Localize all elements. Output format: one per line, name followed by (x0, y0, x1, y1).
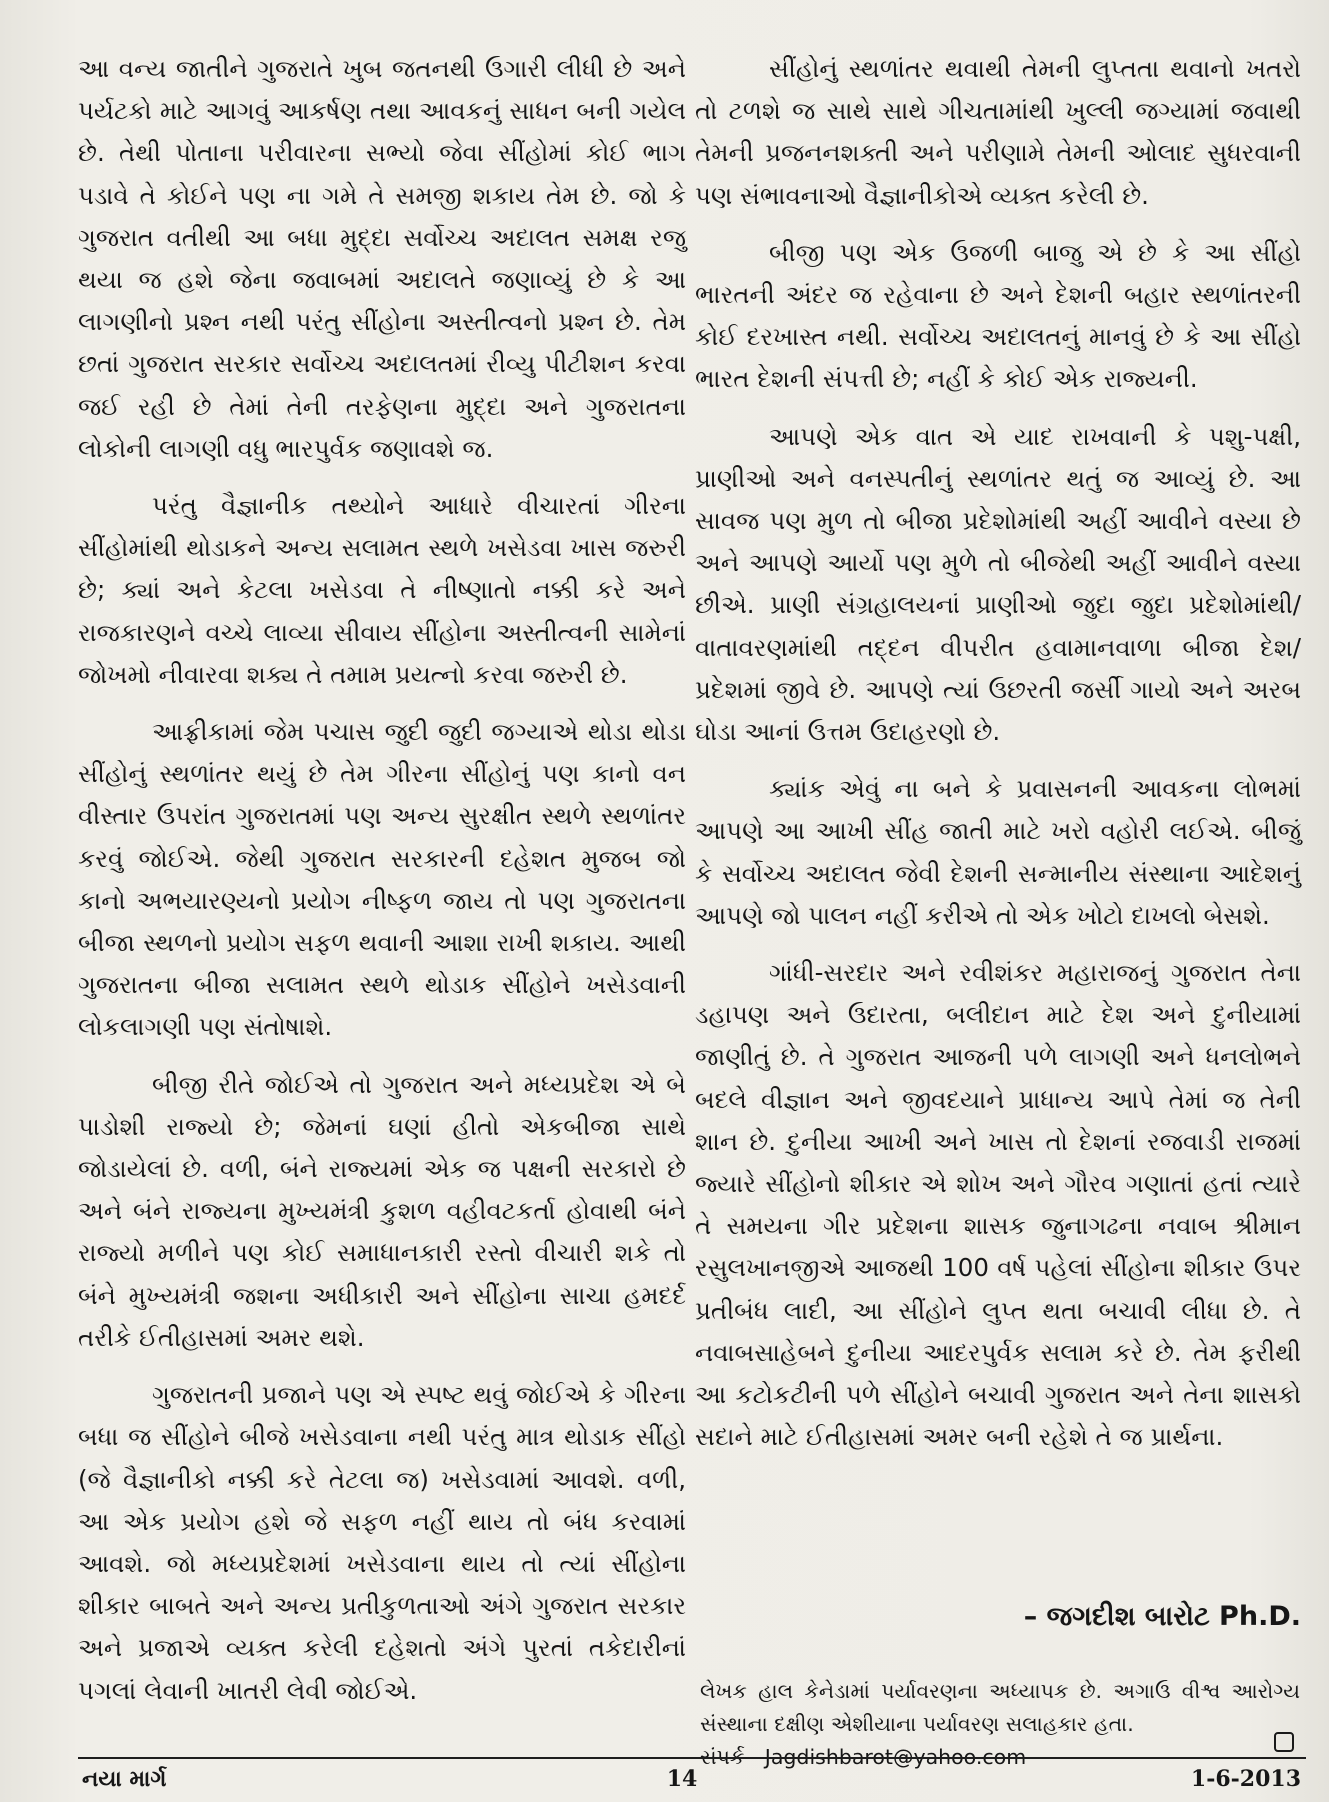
paragraph: આપણે એક વાત એ યાદ રાખવાની કે પશુ-પક્ષી, પ્રાણીઓ અને વનસ્પતીનું સ્થળાંતર થતું જ આવ્યું છે. આ સાવજ પણ મુળ તો બીજા પ્રદેશોમાંથી અહીં આવીને વસ્યા છે અને આપણે આર્યો પણ મુળે તો બીજેથી અહીં આવીને વસ્યા છીએ. પ્રાણી સંગ્રહાલયનાં પ્રાણીઓ જુદા જુદા પ્રદેશોમાંથી/વાતાવરણમાંથી તદ્દન વીપરીત હવામાનવાળા બીજા દેશ/પ્રદેશમાં જીવે છે. આપણે ત્યાં ઉછરતી જર્સી ગાયો અને અરબ ઘોડા આનાં ઉત્તમ ઉદાહરણો છે. (695, 421, 1301, 747)
author-signature: – જગદીશ બારોટ Ph.D. (1023, 1601, 1301, 1632)
publication-name: નયા માર્ગ (82, 1766, 167, 1792)
author-note (700, 1675, 1300, 1774)
paragraph: આ વન્ય જાતીને ગુજરાતે ખુબ જતનથી ઉગારી લીધી છે અને પર્યટકો માટે આગવું આકર્ષણ તથા આવકનું સાધન બની ગયેલ છે. તેથી પોતાના પરીવારના સભ્યો જેવા સીંહોમાં કોઈ ભાગ પડાવે તે કોઈને પણ ના ગમે તે સમજી શકાય તેમ છે. જો કે ગુજરાત વતીથી આ બધા મુદ્દા સર્વોચ્ચ અદાલત સમક્ષ રજુ થયા જ હશે જેના જવાબમાં અદાલતે જણાવ્યું છે કે આ લાગણીનો પ્રશ્ન નથી પરંતુ સીંહોના અસ્તીત્વનો પ્રશ્ન છે. તેમ છતાં ગુજરાત સરકાર સર્વોચ્ચ અદાલતમાં રીવ્યુ પીટીશન કરવા જઈ રહી છે તેમાં તેની તરફેણના મુદ્દા અને ગુજરાતના લોકોની લાગણી વધુ ભારપુર્વક જણાવશે જ. (78, 54, 686, 463)
paragraph: આફ્રીકામાં જેમ પચાસ જુદી જુદી જગ્યાએ થોડા થોડા સીંહોનું સ્થળાંતર થયું છે તેમ ગીરના સીંહોનું પણ કાનો વન વીસ્તાર ઉપરાંત ગુજરાતમાં પણ અન્ય સુરક્ષીત સ્થળે સ્થળાંતર કરવું જોઈએ. જેથી ગુજરાત સરકારની દહેશત મુજબ જો કાનો અભયારણ્યનો પ્રયોગ નીષ્ફળ જાય તો પણ ગુજરાતના બીજા સ્થળનો પ્રયોગ સફળ થવાની આશા રાખી શકાય. આથી ગુજરાતના બીજા સલામત સ્થળે થોડાક સીંહોને ખસેડવાની લોકલાગણી પણ સંતોષાશે. (78, 717, 686, 1042)
paragraph: બીજી પણ એક ઉજળી બાજુ એ છે કે આ સીંહો ભારતની અંદર જ રહેવાના છે અને દેશની બહાર સ્થળાંતરની કોઈ દરખાસ્ત નથી. સર્વોચ્ચ અદાલતનું માનવું છે કે આ સીંહો ભારત દેશની સંપત્તી છે; નહીં કે કોઈ એક રાજ્યની. (695, 237, 1301, 394)
author-contact: સંપર્ક - Jagdishbarot@yahoo.com (700, 1745, 1027, 1769)
paragraph: સીંહોનું સ્થળાંતર થવાથી તેમની લુપ્તતા થવાનો ખતરો તો ટળશે જ સાથે સાથે ગીચતામાંથી ખુલ્લી જગ્યામાં જવાથી તેમની પ્રજનનશક્તી અને પરીણામે તેમની ઓલાદ સુધરવાની પણ સંભાવનાઓ વૈજ્ઞાનીકોએ વ્યક્ત કરેલી છે. (695, 54, 1301, 210)
article-right-column (695, 48, 1301, 1459)
paragraph: ક્યાંક એવું ના બને કે પ્રવાસનની આવકના લોભમાં આપણે આ આખી સીંહ જાતી માટે ખરો વહોરી લઈએ. બીજું કે સર્વોચ્ચ અદાલત જેવી દેશની સન્માનીય સંસ્થાના આદેશનું આપણે જો પાલન નહીં કરીએ તો એક ખોટો દાખલો બેસશે. (695, 774, 1301, 930)
footer-divider (78, 1757, 1306, 1759)
paragraph: બીજી રીતે જોઈએ તો ગુજરાત અને મધ્યપ્રદેશ એ બે પાડોશી રાજ્યો છે; જેમનાં ઘણાં હીતો એકબીજા સાથે જોડાયેલાં છે. વળી, બંને રાજ્યમાં એક જ પક્ષની સરકારો છે અને બંને રાજ્યના મુખ્યમંત્રી કુશળ વહીવટકર્તા હોવાથી બંને રાજ્યો મળીને પણ કોઈ સમાધાનકારી રસ્તો વીચારી શકે તો બંને મુખ્યમંત્રી જશના અધીકારી અને સીંહોના સાચા હમદર્દ તરીકે ઈતીહાસમાં અમર થશે. (78, 1069, 686, 1352)
end-of-article-square-icon (1274, 1732, 1294, 1752)
article-left-column (78, 48, 686, 1712)
paragraph: ગાંધી-સરદાર અને રવીશંકર મહારાજનું ગુજરાત તેના ડહાપણ અને ઉદારતા, બલીદાન માટે દેશ અને દુનીયામાં જાણીતું છે. તે ગુજરાત આજની પળે લાગણી અને ધનલોભને બદલે વીજ્ઞાન અને જીવદયાને પ્રાધાન્ય આપે તેમાં જ તેની શાન છે. દુનીયા આખી અને ખાસ તો દેશનાં રજવાડી રાજમાં જ્યારે સીંહોનો શીકાર એ શોખ અને ગૌરવ ગણાતાં હતાં ત્યારે તે સમયના ગીર પ્રદેશના શાસક જુનાગઢના નવાબ શ્રીમાન રસુલખાનજીએ આજથી 100 વર્ષ પહેલાં સીંહોના શીકાર ઉપર પ્રતીબંધ લાદી, આ સીંહોને લુપ્ત થતા બચાવી લીધા છે. તે નવાબસાહેબને દુનીયા આદરપુર્વક સલામ કરે છે. તેમ ફરીથી આ કટોકટીની પળે સીંહોને બચાવી ગુજરાત અને તેના શાસકો સદાને માટે ઈતીહાસમાં અમર બની રહેશે તે જ પ્રાર્થના. (695, 958, 1301, 1452)
page-number: 14 (666, 1766, 698, 1792)
paragraph: પરંતુ વૈજ્ઞાનીક તથ્યોને આધારે વીચારતાં ગીરના સીંહોમાંથી થોડાકને અન્ય સલામત સ્થળે ખસેડવા ખાસ જરુરી છે; ક્યાં અને કેટલા ખસેડવા તે નીષ્ણાતો નક્કી કરે અને રાજકારણને વચ્ચે લાવ્યા સીવાય સીંહોના અસ્તીત્વની સામેનાં જોખમો નીવારવા શક્ય તે તમામ પ્રયત્નો કરવા જરુરી છે. (78, 491, 686, 689)
issue-date: 1-6-2013 (1190, 1766, 1301, 1792)
author-bio: લેખક હાલ કેનેડામાં પર્યાવરણના અધ્યાપક છે. અગાઉ વીશ્વ આરોગ્ય સંસ્થાના દક્ષીણ એશીયાના પર્યાવરણ સલાહકાર હતા. (700, 1679, 1300, 1736)
paragraph: ગુજરાતની પ્રજાને પણ એ સ્પષ્ટ થવું જોઈએ કે ગીરના બધા જ સીંહોને બીજે ખસેડવાના નથી પરંતુ માત્ર થોડાક સીંહો (જે વૈજ્ઞાનીકો નક્કી કરે તેટલા જ) ખસેડવામાં આવશે. વળી, આ એક પ્રયોગ હશે જે સફળ નહીં થાય તો બંધ કરવામાં આવશે. જો મધ્યપ્રદેશમાં ખસેડવાના થાય તો ત્યાં સીંહોના શીકાર બાબતે અને અન્ય પ્રતીકુળતાઓ અંગે ગુજરાત સરકાર અને પ્રજાએ વ્યક્ત કરેલી દહેશતો અંગે પુરતાં તકેદારીનાં પગલાં લેવાની ખાતરી લેવી જોઈએ. (78, 1380, 686, 1705)
